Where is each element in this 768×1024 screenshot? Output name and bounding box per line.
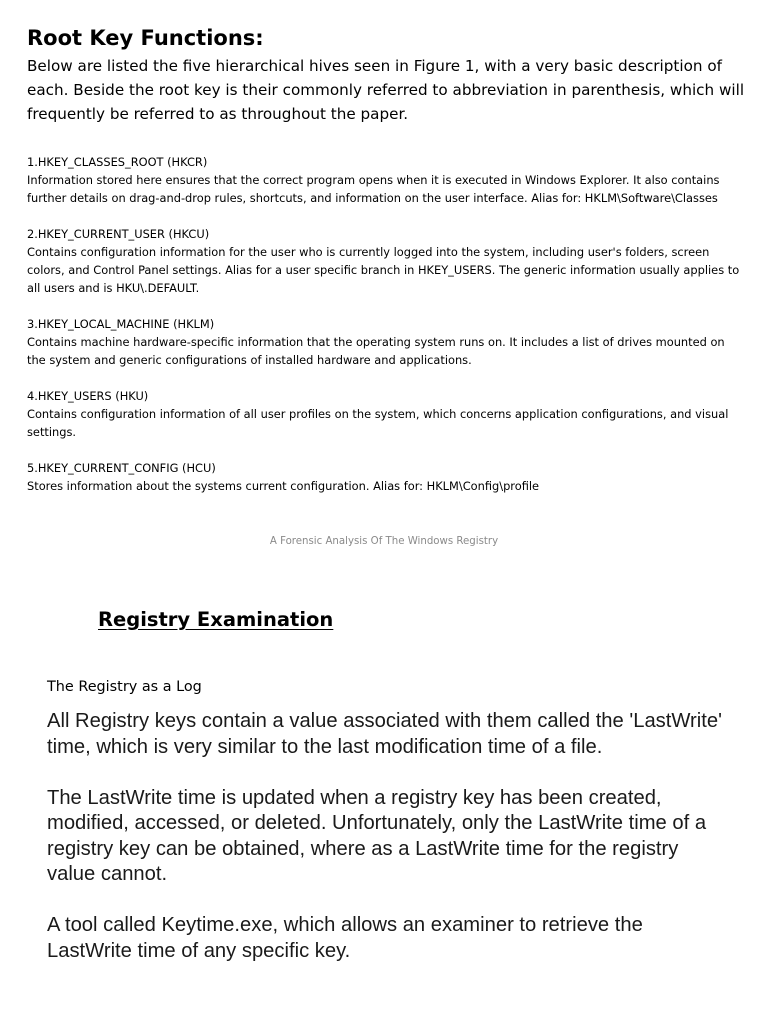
- subsection-title: The Registry as a Log: [47, 679, 202, 695]
- root-key-item: [27, 459, 743, 495]
- root-key-description: Contains configuration information of all user profiles on the system, which concerns application configurations, and visual settings.: [27, 407, 729, 439]
- root-key-name: 4.HKEY_USERS (HKU): [27, 389, 149, 403]
- root-key-name: 5.HKEY_CURRENT_CONFIG (HCU): [27, 461, 216, 475]
- root-key-item: [27, 315, 743, 369]
- root-key-description: Stores information about the systems current configuration. Alias for: HKLM\Config\profile: [27, 479, 540, 493]
- page-title: Root Key Functions:: [27, 26, 264, 50]
- slide-caption: A Forensic Analysis Of The Windows Registry: [269, 536, 499, 547]
- root-key-description: Contains machine hardware-specific information that the operating system runs on. It includes a list of drives mounted on the system and generic configurations of installed hardware and applications.: [27, 335, 725, 367]
- body-paragraph: A tool called Keytime.exe, which allows an examiner to retrieve the LastWrite time of any specific key.: [47, 914, 643, 962]
- root-key-name: 2.HKEY_CURRENT_USER (HKCU): [27, 227, 210, 241]
- root-key-item: [27, 225, 743, 297]
- root-key-item: [27, 387, 743, 441]
- root-key-name: 1.HKEY_CLASSES_ROOT (HKCR): [27, 155, 208, 169]
- body-paragraph: All Registry keys contain a value associated with them called the 'LastWrite' time, which is very similar to the last modification time of a file.: [47, 710, 722, 758]
- body-text: [47, 709, 727, 990]
- root-key-name: 3.HKEY_LOCAL_MACHINE (HKLM): [27, 317, 215, 331]
- root-key-description: Information stored here ensures that the correct program opens when it is executed in Windows Explorer. It also contains further details on drag-and-drop rules, shortcuts, and information on the user interface. Alias for: HKLM\Software\Classes: [27, 173, 720, 205]
- intro-paragraph: Below are listed the five hierarchical hives seen in Figure 1, with a very basic description of each. Beside the root key is their commonly referred to abbreviation in parenthesis, which will frequently be referred to as throughout the paper.: [27, 57, 745, 123]
- root-key-list: [27, 153, 743, 513]
- root-key-description: Contains configuration information for the user who is currently logged into the system, including user's folders, screen colors, and Control Panel settings. Alias for a user specific branch in HKEY_USERS. The generic information usually applies to all users and is HKU\.DEFAULT.: [27, 245, 740, 295]
- root-key-item: [27, 153, 743, 207]
- body-paragraph: The LastWrite time is updated when a registry key has been created, modified, accessed, or deleted. Unfortunately, only the LastWrite time of a registry key can be obtained, where as a LastWrite time for the registry value cannot.: [47, 786, 707, 885]
- section-title: Registry Examination: [98, 608, 334, 631]
